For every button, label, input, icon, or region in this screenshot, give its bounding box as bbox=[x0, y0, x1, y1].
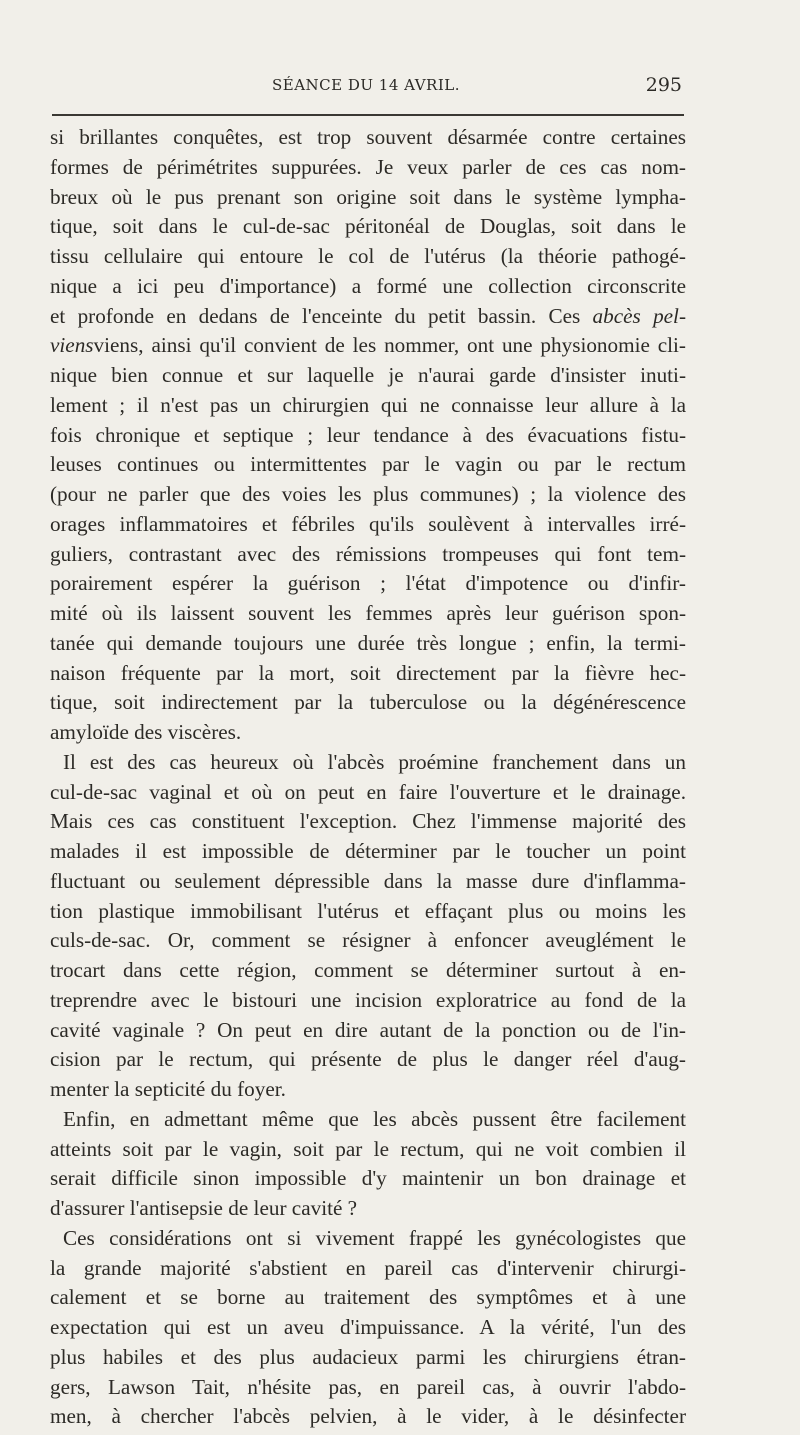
text-line: Ces considérations ont si vivement frappé les gynécologistes que bbox=[63, 1225, 686, 1250]
text-line: amyloïde des viscères. bbox=[50, 720, 242, 744]
text-line: naison fréquente par la mort, soit directement par la fièvre hec- bbox=[50, 660, 686, 685]
text-line: guliers, contrastant avec des rémissions trompeuses qui font tem- bbox=[50, 541, 686, 566]
text-line: serait difficile sinon impossible d'y maintenir un bon drainage et bbox=[50, 1166, 686, 1191]
text-line: Enfin, en admettant même que les abcès pussent être facilement bbox=[63, 1106, 686, 1131]
text-line: atteints soit par le vagin, soit par le rectum, qui ne voit combien il bbox=[50, 1136, 686, 1161]
italic-term: viens bbox=[50, 333, 94, 358]
text-line bbox=[50, 302, 686, 332]
text-line: d'assurer l'antisepsie de leur cavité ? bbox=[50, 1196, 358, 1220]
text-line: cul-de-sac vaginal et où on peut en faire l'ouverture et le drainage. bbox=[50, 779, 686, 804]
text-line: tique, soit dans le cul-de-sac péritonéal de Douglas, soit dans le bbox=[50, 214, 686, 239]
text-line: malades il est impossible de déterminer par le toucher un point bbox=[50, 839, 686, 863]
text-line: fluctuant ou seulement dépressible dans la masse dure d'inflamma- bbox=[50, 868, 686, 893]
italic-term: abcès pel- bbox=[592, 303, 687, 328]
text-line: Mais ces cas constituent l'exception. Chez l'immense majorité des bbox=[50, 809, 686, 834]
text-line: breux où le pus prenant son origine soit dans le système lympha- bbox=[50, 184, 686, 209]
text-line: gers, Lawson Tait, n'hésite pas, en pareil cas, à ouvrir l'abdo- bbox=[50, 1374, 686, 1399]
text-line: men, à chercher l'abcès pelvien, à le vider, à le désinfecter bbox=[50, 1404, 686, 1429]
page-number: 295 bbox=[645, 74, 682, 96]
text-line: nique a ici peu d'importance) a formé une collection circonscrite bbox=[50, 273, 686, 298]
text-line: fois chronique et septique ; leur tendance à des évacuations fistu- bbox=[50, 422, 686, 447]
text-line: orages inflammatoires et fébriles qu'ils soulèvent à intervalles irré- bbox=[50, 511, 686, 536]
text-line: culs-de-sac. Or, comment se résigner à enfoncer aveuglément le bbox=[50, 928, 686, 953]
text-line: trocart dans cette région, comment se déterminer surtout à en- bbox=[50, 958, 686, 982]
text-line: Il est des cas heureux où l'abcès proémine franchement dans un bbox=[63, 749, 686, 774]
text-line: expectation qui est un aveu d'impuissance. A la vérité, l'un des bbox=[50, 1315, 686, 1339]
text-line: cision par le rectum, qui présente de plus le danger réel d'aug- bbox=[50, 1047, 686, 1072]
running-title: SÉANCE DU 14 AVRIL. bbox=[271, 76, 461, 94]
text-line: treprendre avec le bistouri une incision exploratrice au fond de la bbox=[50, 987, 686, 1012]
text-line: mité où ils laissent souvent les femmes après leur guérison spon- bbox=[50, 601, 686, 625]
text-line: plus habiles et des plus audacieux parmi les chirurgiens étran- bbox=[50, 1344, 686, 1369]
header-rule bbox=[52, 114, 684, 116]
text-line bbox=[50, 331, 686, 361]
text-line: nique bien connue et sur laquelle je n'aurai garde d'insister inuti- bbox=[50, 363, 686, 387]
text-line: leuses continues ou intermittentes par le vagin ou par le rectum bbox=[50, 452, 686, 477]
text-line: tion plastique immobilisant l'utérus et effaçant plus ou moins les bbox=[50, 898, 686, 923]
text-segment: viens, ainsi qu'il convient de les nommer, ont une physionomie cli- bbox=[93, 333, 686, 358]
body-text bbox=[50, 123, 686, 1432]
page-header bbox=[50, 74, 682, 104]
text-line: si brillantes conquêtes, est trop souvent désarmée contre certaines bbox=[50, 125, 686, 149]
text-line: (pour ne parler que des voies les plus communes) ; la violence des bbox=[50, 482, 686, 506]
text-line: tanée qui demande toujours une durée très longue ; enfin, la termi- bbox=[50, 630, 686, 655]
text-line: cavité vaginale ? On peut en dire autant de la ponction ou de l'in- bbox=[50, 1017, 686, 1042]
text-line: menter la septicité du foyer. bbox=[50, 1077, 286, 1101]
text-line: lement ; il n'est pas un chirurgien qui ne connaisse leur allure à la bbox=[50, 392, 686, 417]
text-line: tissu cellulaire qui entoure le col de l'utérus (la théorie pathogé- bbox=[50, 244, 686, 268]
text-line: calement et se borne au traitement des symptômes et à une bbox=[50, 1285, 686, 1310]
text-line: la grande majorité s'abstient en pareil cas d'intervenir chirurgi- bbox=[50, 1255, 686, 1280]
text-line: porairement espérer la guérison ; l'état d'impotence ou d'infir- bbox=[50, 571, 686, 596]
text-line: tique, soit indirectement par la tuberculose ou la dégénérescence bbox=[50, 690, 686, 715]
text-line: formes de périmétrites suppurées. Je veux parler de ces cas nom- bbox=[50, 154, 686, 179]
text-segment: et profonde en dedans de l'enceinte du petit bassin. Ces bbox=[50, 303, 581, 328]
